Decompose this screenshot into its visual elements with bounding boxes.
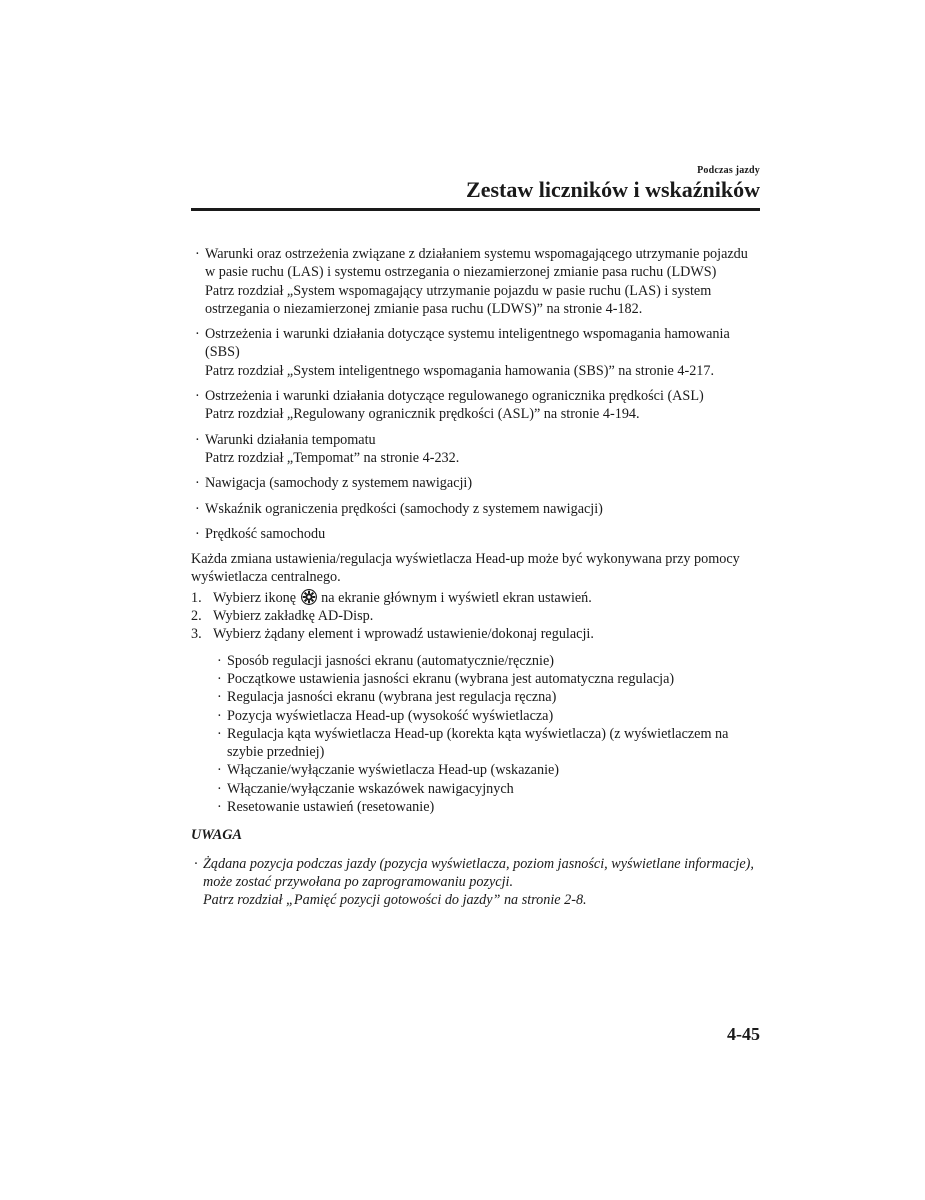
note-reference: Patrz rozdział „Pamięć pozycji gotowości do jazdy” na stronie 2-8. [203, 892, 587, 909]
settings-item [214, 688, 760, 706]
settings-item [214, 670, 760, 688]
bullet-mark: · [195, 388, 200, 405]
bullet-mark: · [217, 780, 222, 797]
bullet-reference: Patrz rozdział „System inteligentnego wspomagania hamowania (SBS)” na stronie 4-217. [205, 362, 715, 379]
gear-icon [301, 589, 317, 605]
bullet-mark: · [195, 431, 200, 448]
bullet-item-speed-limit [191, 500, 760, 518]
bullet-mark: · [195, 475, 200, 492]
bullet-mark: · [217, 689, 222, 706]
settings-item [214, 780, 760, 798]
bullet-item-las-ldws [191, 245, 760, 318]
page-number: 4-45 [727, 1024, 760, 1044]
bullet-mark: · [195, 525, 200, 542]
step-item [191, 607, 760, 625]
bullet-item-cruise [191, 431, 760, 468]
note-text: Żądana pozycja podczas jazdy (pozycja wyświetlacza, poziom jasności, wyświetlane informacje), może zostać przywołana po zaprogramowaniu pozycji. [203, 855, 754, 890]
note-heading: UWAGA [191, 827, 242, 844]
step-item [191, 589, 760, 607]
bullet-reference: Patrz rozdział „System wspomagający utrzymanie pojazdu w pasie ruchu (LAS) i system ostrzegania o niezamierzonej zmianie pasa ruchu (LDWS)” na stronie 4-182. [205, 282, 712, 317]
step-text-after: na ekranie głównym i wyświetl ekran ustawień. [321, 589, 592, 606]
settings-item-text: Włączanie/wyłączanie wskazówek nawigacyjnych [227, 780, 514, 797]
step-text-before: Wybierz ikonę [213, 589, 297, 606]
bullet-text: Ostrzeżenia i warunki działania dotyczące systemu inteligentnego wspomagania hamowania (SBS) [205, 326, 730, 361]
settings-item-text: Sposób regulacji jasności ekranu (automatycznie/ręcznie) [227, 652, 554, 669]
settings-item-text: Regulacja kąta wyświetlacza Head-up (korekta kąta wyświetlacza) (z wyświetlaczem na szybie przedniej) [227, 725, 729, 761]
bullet-mark: · [217, 707, 222, 724]
bullet-mark: · [217, 799, 222, 816]
note-list [191, 855, 760, 910]
settings-item-text: Resetowanie ustawień (resetowanie) [227, 799, 435, 816]
page-title: Zestaw liczników i wskaźników [466, 177, 760, 202]
step-text: Wybierz zakładkę AD-Disp. [213, 608, 374, 625]
settings-item-text: Włączanie/wyłączanie wyświetlacza Head-up (wskazanie) [227, 762, 560, 779]
bullet-item-sbs [191, 325, 760, 380]
settings-item [214, 761, 760, 779]
settings-item [214, 707, 760, 725]
feature-bullet-list [191, 245, 760, 543]
bullet-mark: · [217, 725, 222, 742]
settings-item-text: Pozycja wyświetlacza Head-up (wysokość wyświetlacza) [227, 707, 554, 724]
settings-item [214, 652, 760, 670]
settings-item [214, 725, 760, 762]
bullet-text: Prędkość samochodu [205, 525, 326, 542]
section-label: Podczas jazdy [697, 165, 760, 176]
bullet-mark: · [195, 326, 200, 343]
bullet-mark: · [195, 500, 200, 517]
title-rule [191, 208, 760, 211]
settings-item [214, 798, 760, 816]
bullet-text: Warunki oraz ostrzeżenia związane z działaniem systemu wspomagającego utrzymanie pojazdu w pasie ruchu (LAS) i systemu ostrzegania o niezamierzonej zmianie pasa ruchu (LDWS) [205, 246, 748, 281]
bullet-mark: · [194, 855, 198, 872]
step-number: 3. [191, 626, 202, 643]
bullet-reference: Patrz rozdział „Tempomat” na stronie 4-232. [205, 449, 460, 466]
steps-list [191, 589, 760, 644]
step-text: Wybierz żądany element i wprowadź ustawienie/dokonaj regulacji. [213, 626, 594, 643]
settings-sublist [214, 652, 760, 817]
step-number: 2. [191, 608, 202, 625]
settings-item-text: Początkowe ustawienia jasności ekranu (wybrana jest automatyczna regulacja) [227, 670, 675, 687]
bullet-mark: · [195, 246, 200, 262]
step-number: 1. [191, 589, 202, 606]
bullet-item-vehicle-speed [191, 525, 760, 543]
bullet-text: Nawigacja (samochody z systemem nawigacji) [205, 475, 473, 492]
settings-paragraph: Każda zmiana ustawienia/regulacja wyświetlacza Head-up może być wykonywana przy pomocy wyświetlacza centralnego. [191, 551, 740, 586]
bullet-item-asl [191, 387, 760, 424]
bullet-mark: · [217, 762, 222, 779]
bullet-item-navigation [191, 474, 760, 492]
page-content [191, 245, 760, 910]
step-item [191, 625, 760, 643]
note-item [191, 855, 760, 910]
bullet-reference: Patrz rozdział „Regulowany ogranicznik prędkości (ASL)” na stronie 4-194. [205, 406, 640, 423]
bullet-text: Warunki działania tempomatu [205, 431, 376, 448]
bullet-mark: · [217, 652, 222, 669]
bullet-text: Wskaźnik ograniczenia prędkości (samochody z systemem nawigacji) [205, 500, 603, 517]
bullet-mark: · [217, 670, 222, 687]
settings-item-text: Regulacja jasności ekranu (wybrana jest regulacja ręczna) [227, 689, 557, 706]
bullet-text: Ostrzeżenia i warunki działania dotyczące regulowanego ogranicznika prędkości (ASL) [205, 388, 704, 405]
